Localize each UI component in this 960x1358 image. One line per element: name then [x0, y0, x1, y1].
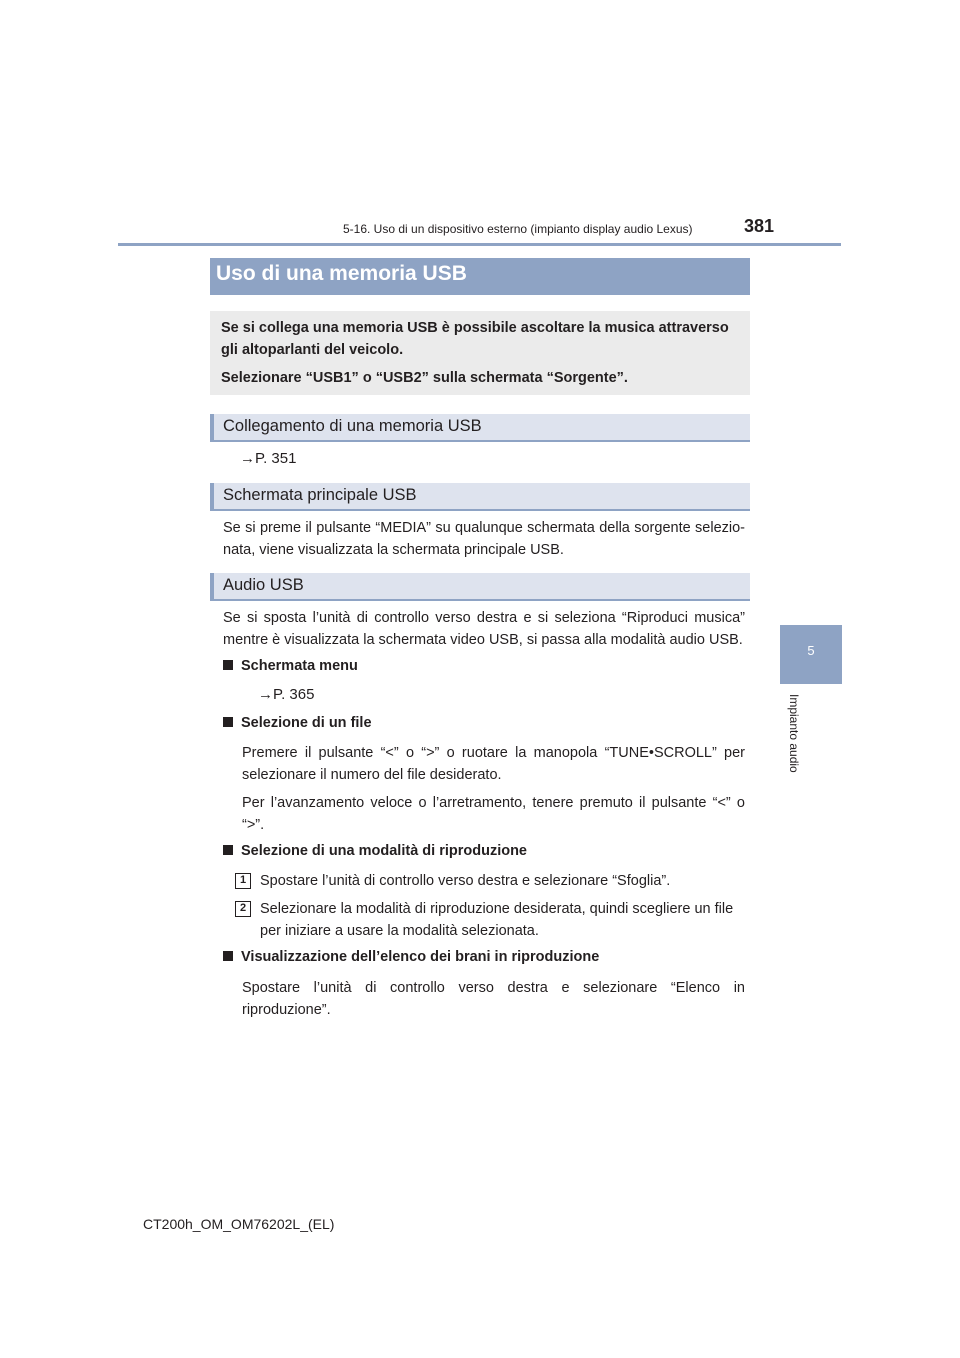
bullet-heading-text: Schermata menu [241, 658, 358, 674]
bullet-heading-text: Visualizzazione dell’elenco dei brani in riproduzione [241, 949, 600, 965]
step-item [235, 898, 745, 942]
section-title: Uso di una memoria USB [210, 258, 750, 295]
audio-usb-text: Se si sposta l’unità di controllo verso destra e si seleziona “Riproduci musica” mentre è visualizzata la schermata video USB, si passa alla modalità audio USB. [223, 610, 745, 648]
bullet-square-icon [223, 951, 233, 961]
intro-box [210, 311, 750, 395]
chapter-tab [780, 625, 842, 684]
bullet-square-icon [223, 717, 233, 727]
bullet-square-icon [223, 845, 233, 855]
bullet-square-icon [223, 660, 233, 670]
page-reference-link[interactable]: →P. 351 [240, 450, 297, 467]
subheading-schermata-principale: Schermata principale USB [210, 483, 750, 511]
file-selection-text: Premere il pulsante “<” o “>” o ruotare la manopola “TUNE•SCROLL” per selezionare il numero del file desiderato. [242, 745, 745, 783]
step-number-badge: 2 [235, 901, 251, 917]
page-reference-link[interactable]: →P. 365 [258, 686, 315, 703]
step-text: Spostare l’unità di controllo verso destra e selezionare “Sfoglia”. [260, 873, 671, 889]
step-number-badge: 1 [235, 873, 251, 889]
chapter-label-text: Impianto audio [787, 694, 801, 773]
chapter-side-label [783, 694, 803, 784]
playlist-text: Spostare l’unità di controllo verso destra e selezionare “Elenco in riproduzione”. [242, 980, 745, 1018]
document-code: CT200h_OM_OM76202L_(EL) [143, 1216, 335, 1232]
step-text: Selezionare la modalità di riproduzione desiderata, quindi scegliere un file per iniziare a usare la modalità selezionata. [260, 901, 734, 939]
bullet-heading-text: Selezione di un file [241, 715, 372, 731]
running-header-title: 5-16. Uso di un dispositivo esterno (impianto display audio Lexus) [343, 222, 693, 236]
schermata-principale-text: Se si preme il pulsante “MEDIA” su qualunque schermata della sorgente selezio-nata, viene visualizzata la schermata principale USB. [223, 520, 745, 558]
bullet-heading-menu [223, 658, 358, 674]
page-number: 381 [744, 216, 775, 236]
bullet-heading-list [223, 949, 599, 965]
chapter-number: 5 [807, 643, 815, 658]
fast-forward-text: Per l’avanzamento veloce o l’arretramento, tenere premuto il pulsante “<” o “>”. [242, 795, 745, 833]
intro-paragraph-1: Se si collega una memoria USB è possibile ascoltare la musica attraverso gli altoparlanti del veicolo. [221, 320, 729, 358]
bullet-heading-mode [223, 843, 527, 859]
intro-paragraph-2: Selezionare “USB1” o “USB2” sulla schermata “Sorgente”. [221, 370, 628, 386]
bullet-heading-file [223, 715, 372, 731]
subheading-collegamento: Collegamento di una memoria USB [210, 414, 750, 442]
step-item [235, 870, 745, 892]
bullet-heading-text: Selezione di una modalità di riproduzione [241, 843, 527, 859]
subheading-audio-usb: Audio USB [210, 573, 750, 601]
header-rule [118, 243, 841, 246]
